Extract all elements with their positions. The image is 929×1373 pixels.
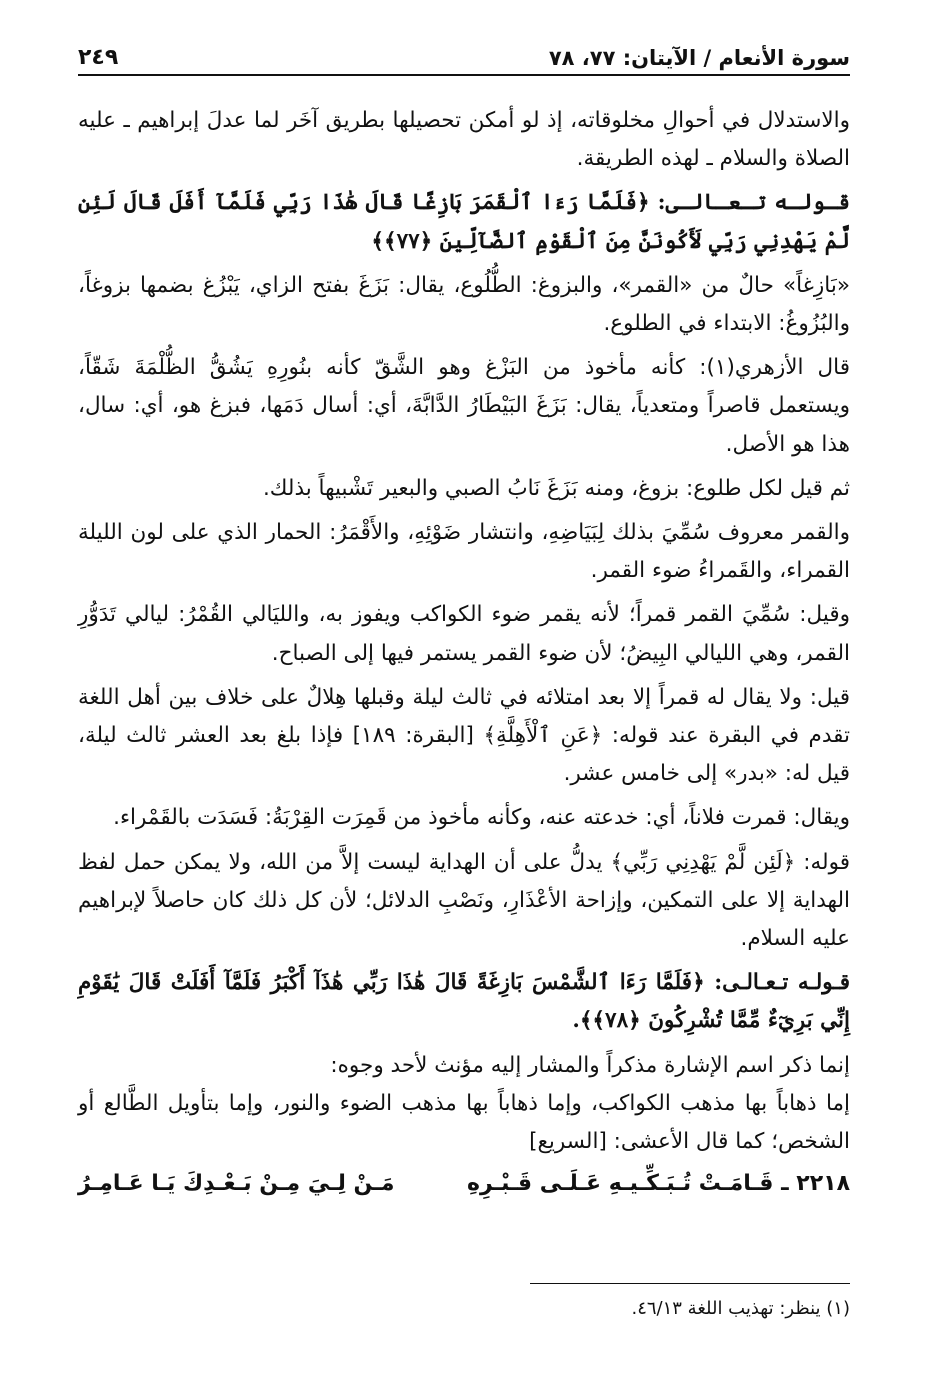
paragraph: إنما ذكر اسم الإشارة مذكراً والمشار إليه مؤنث لأحد وجوه: bbox=[330, 1052, 850, 1078]
quran-verse-77: قـولـه تـعـالـى: ﴿فَلَمَّا رَءَا ٱلْقَمَرَ بَازِغًا قَالَ هَٰذَا رَبِّي فَلَمَّآ أَفَلَ قَالَ لَئِن لَّمْ يَهْدِنِي رَبِّي لَأَكُونَنَّ مِنَ ٱلْقَوْمِ ٱلضَّآلِّينَ ﴿٧٧﴾﴾ bbox=[78, 190, 850, 254]
poetry-verse bbox=[78, 1165, 850, 1203]
paragraph: والاستدلال في أحوالِ مخلوقاته، إذ لو أمكن تحصيلها بطريق آخَر لما عدلَ إبراهيم ـ عليه الصلاة والسلام ـ لهذه الطريقة. bbox=[78, 108, 850, 172]
paragraph: «بَازِغاً» حالٌ من «القمر»، والبزوغ: الطُّلُوع، يقال: بَزَغَ بفتح الزاي، يَبْزُغ بضمها بزوغاً، والبُزُوغُ: الابتداء في الطلوع. bbox=[78, 272, 850, 337]
paragraph: قيل: ولا يقال له قمراً إلا بعد امتلائه في ثالث ليلة وقبلها هِلالٌ على خلاف بين أهل اللغة تقدم في البقرة عند قوله: ﴿عَنِ ٱلْأَهِلَّةِ﴾ [البقرة: ١٨٩] فإذا بلغ بعد العشر ثالث ليلة، قيل له: «بدر» إلى خامس عشر. bbox=[78, 684, 851, 787]
page-number: ٢٤٩ bbox=[78, 45, 119, 70]
paragraph: قوله: ﴿لَئِن لَّمْ يَهْدِنِي رَبِّي﴾ يدلُّ على أن الهداية ليست إلاَّ من الله، ولا يمكن حمل لفظ الهداية إلا على التمكين، وإزاحة الأعْذَارِ، ونَصْبِ الدلائل؛ لأن كل ذلك كان حاصلاً لإبراهيم عليه السلام. bbox=[78, 849, 850, 952]
verse-hemistich-1: قَـامَـتْ تُـبَـكِّـيـهِ عَـلَـى قَـبْـرِهِ bbox=[466, 1171, 774, 1197]
document-page bbox=[78, 28, 851, 1319]
paragraph: والقمر معروف سُمِّيَ بذلك لِبَيَاضِهِ، وانتشار ضَوْئِهِ، والأَقْمَرُ: الحمار الذي على لون الليلة القمراء، والقَمراءُ ضوء القمر. bbox=[78, 520, 850, 584]
page-header bbox=[78, 28, 850, 76]
footnote: (١) ينظر: تهذيب اللغة ٤٦/١٣. bbox=[631, 1298, 850, 1319]
paragraph: وقيل: سُمِّيَ القمر قمراً؛ لأنه يقمر ضوء الكواكب ويفوز به، والليَالي القُمْرُ: ليالي تَدَوُّرِ القمر، وهي الليالي البِيضُ؛ لأن ضوء القمر يستمر فيها إلى الصباح. bbox=[78, 602, 850, 666]
paragraph: ويقال: قمرت فلاناً، أي: خدعته عنه، وكأنه مأخوذ من قَمِرَت القِرْبَةُ: فَسَدَت بالقَمْراء. bbox=[113, 805, 850, 831]
paragraph: ثم قيل لكل طلوع: بزوغ، ومنه بَزَغَ نَابُ الصبي والبعير تَشْبيهاً بذلك. bbox=[262, 475, 850, 501]
paragraph: قال الأزهري(١): كأنه مأخوذ من البَزْغ وهو الشَّقّ كأنه بنُورِهِ يَشُقُّ الظُّلْمَةَ شَقّاً، ويستعمل قاصراً ومتعدياً، يقال: بَزَغَ البَيْطَارُ الدَّابَّةَ، أي: أسال دَمَها، فبزغ هو، أي: سال، هذا هو الأصل. bbox=[78, 355, 850, 457]
verse-hemistich-2: مَـنْ لِـيَ مِـنْ بَـعْـدِكَ يَـا عَـامِـرُ bbox=[78, 1171, 395, 1197]
footnote-divider bbox=[530, 1283, 850, 1284]
body-text bbox=[78, 102, 850, 1203]
running-title: سورة الأنعام / الآيتان: ٧٧، ٧٨ bbox=[548, 46, 850, 70]
quran-verse-78: قـولـه تـعـالـى: ﴿فَلَمَّا رَءَا ٱلشَّمْسَ بَازِغَةً قَالَ هَٰذَا رَبِّي هَٰذَآ أَكْبَرُ فَلَمَّآ أَفَلَتْ قَالَ يَٰقَوْمِ إِنِّي بَرِيٓءٌ مِّمَّا تُشْرِكُونَ ﴿٧٨﴾﴾. bbox=[78, 970, 850, 1034]
paragraph: إما ذهاباً بها مذهب الكواكب، وإما ذهاباً بها مذهب الضوء والنور، وإما بتأويل الطَّالع أو الشخص؛ كما قال الأعشى: [السريع] bbox=[78, 1090, 850, 1155]
verse-number: ٢٢١٨ ـ bbox=[781, 1171, 850, 1197]
verse-first-half bbox=[467, 1165, 850, 1203]
